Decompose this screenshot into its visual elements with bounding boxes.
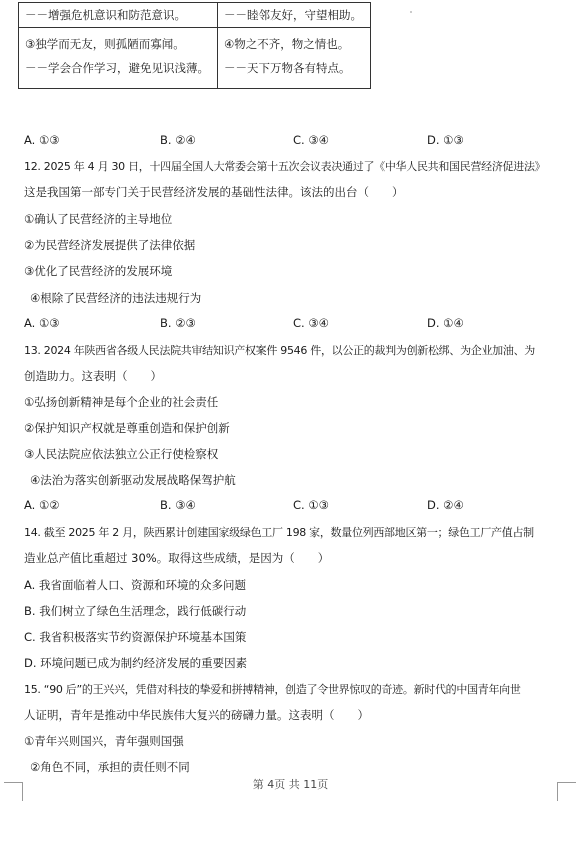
q15-stem-line1: 15. “90 后”的王兴兴，凭借对科技的挚爱和拼搏精神，创造了令世界惊叹的奇迹。新时代的中国青年向世 — [24, 683, 521, 696]
q12-choice-d: D. ①④ — [427, 316, 464, 330]
q11-choice-d: D. ①③ — [427, 133, 464, 147]
table-cell-text: ④物之不齐，物之情也。 — [224, 37, 350, 51]
q13-choice-c: C. ①③ — [293, 498, 329, 512]
table-row — [19, 3, 371, 28]
q12-item-4: ④根除了民营经济的违法违规行为 — [30, 291, 202, 305]
q12-stem-line1: 12. 2025 年 4 月 30 日，十四届全国人大常委会第十五次会议表决通过了《中华人民共和国民营经济促进法》 — [24, 160, 546, 173]
q13-choice-a: A. ①② — [24, 498, 60, 512]
q14-option-c: C. 我省积极落实节约资源保护环境基本国策 — [24, 630, 247, 644]
q11-choice-b: B. ②④ — [160, 133, 196, 147]
q11-choice-a: A. ①③ — [24, 133, 60, 147]
q13-choice-b: B. ③④ — [160, 498, 196, 512]
q12-item-2: ②为民营经济发展提供了法律依据 — [24, 238, 196, 252]
table-cell — [218, 3, 371, 28]
q13-choice-d: D. ②④ — [427, 498, 464, 512]
q13-item-4: ④法治为落实创新驱动发展战略保驾护航 — [30, 473, 236, 487]
q13-item-3: ③人民法院应依法独立公正行使检察权 — [24, 447, 219, 461]
table-cell — [218, 28, 371, 89]
q14-stem-line2: 造业总产值比重超过 30%。取得这些成绩，是因为（ ） — [24, 551, 330, 565]
q12-choice-a: A. ①③ — [24, 316, 60, 330]
q15-stem-line2: 人证明，青年是推动中华民族伟大复兴的磅礴力量。这表明（ ） — [24, 708, 369, 722]
q13-item-1: ①弘扬创新精神是每个企业的社会责任 — [24, 395, 219, 409]
q14-stem-line1: 14. 截至 2025 年 2 月，陕西累计创建国家级绿色工厂 198 家，数量位列西部地区第一；绿色工厂产值占制 — [24, 526, 534, 539]
table-cell — [19, 3, 218, 28]
q13-stem-line2: 创造助力。这表明（ ） — [24, 369, 162, 383]
q12-choice-c: C. ③④ — [293, 316, 329, 330]
q14-option-a: A. 我省面临着人口、资源和环境的众多问题 — [24, 578, 246, 592]
table-cell — [19, 28, 218, 89]
q11-choice-c: C. ③④ — [293, 133, 329, 147]
q15-item-2: ②角色不同，承担的责任则不同 — [30, 760, 190, 774]
q13-stem-line1: 13. 2024 年陕西省各级人民法院共审结知识产权案件 9546 件，以公正的裁判为创新松绑、为企业加油、为 — [24, 344, 535, 357]
q12-item-3: ③优化了民营经济的发展环境 — [24, 264, 173, 278]
table-cell-text: －－学会合作学习，避免见识浅薄。 — [25, 61, 209, 75]
q15-item-1: ①青年兴则国兴，青年强则国强 — [24, 734, 184, 748]
speck — [410, 11, 412, 13]
table-row — [19, 28, 371, 89]
q12-choice-b: B. ②③ — [160, 316, 196, 330]
q14-option-b: B. 我们树立了绿色生活理念，践行低碳行动 — [24, 604, 247, 618]
page-number: 第 4页 共 11页 — [252, 778, 329, 791]
table-cell-text: －－睦邻友好，守望相助。 — [224, 8, 362, 22]
q12-stem-line2: 这是我国第一部专门关于民营经济发展的基础性法律。该法的出台（ ） — [24, 185, 404, 199]
q14-option-d: D. 环境问题已成为制约经济发展的重要因素 — [24, 656, 248, 670]
q12-item-1: ①确认了民营经济的主导地位 — [24, 212, 173, 226]
table-cell-text: －－增强危机意识和防范意识。 — [25, 8, 186, 22]
options-table — [18, 2, 371, 89]
table-cell-text: ③独学而无友，则孤陋而寡闻。 — [25, 37, 185, 51]
q13-item-2: ②保护知识产权就是尊重创造和保护创新 — [24, 421, 230, 435]
table-cell-text: －－天下万物各有特点。 — [224, 61, 351, 75]
